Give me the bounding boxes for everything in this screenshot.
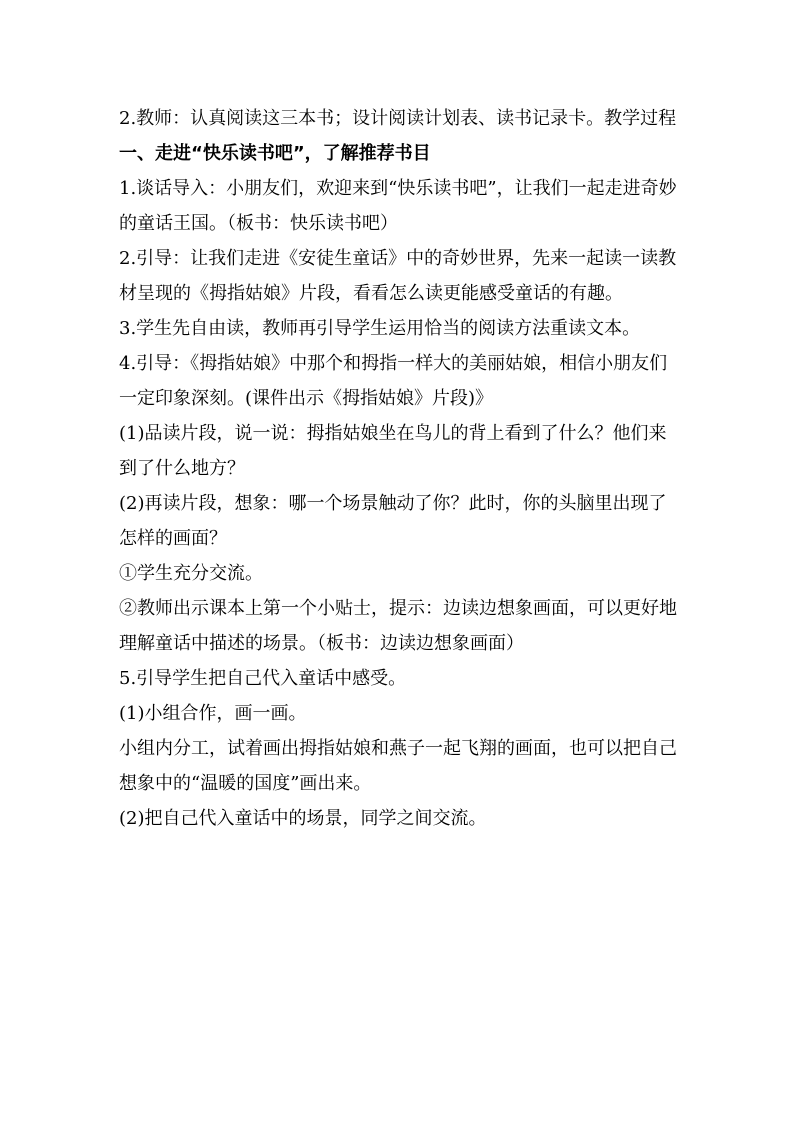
paragraph-step-4-2: (2)再读片段，想象：哪一个场景触动了你？此时，你的头脑里出现了怎样的画面？: [119, 493, 667, 549]
paragraph-teacher-prep: 2.教师：认真阅读这三本书；设计阅读计划表、读书记录卡。教学过程: [119, 108, 677, 129]
document-body: [119, 101, 679, 836]
section-heading-1: 一、走进“快乐读书吧”，了解推荐书目: [119, 143, 431, 164]
paragraph-step-4-2-b: ②教师出示课本上第一个小贴士，提示：边读边想象画面，可以更好地理解童话中描述的场景。（板书：边读边想象画面）: [119, 598, 677, 654]
paragraph-step-5-1-detail: 小组内分工，试着画出拇指姑娘和燕子一起飞翔的画面，也可以把自己想象中的“温暖的国度”画出来。: [119, 738, 677, 794]
paragraph-step-4: 4.引导：《拇指姑娘》中那个和拇指一样大的美丽姑娘，相信小朋友们一定印象深刻。(课件出示《拇指姑娘》片段)》: [119, 353, 668, 409]
paragraph-step-2: 2.引导：让我们走进《安徒生童话》中的奇妙世界，先来一起读一读教材呈现的《拇指姑娘》片段，看看怎么读更能感受童话的有趣。: [119, 248, 677, 304]
paragraph-step-5: 5.引导学生把自己代入童话中感受。: [119, 668, 407, 689]
paragraph-step-1: 1.谈话导入：小朋友们，欢迎来到“快乐读书吧”，让我们一起走进奇妙的童话王国。（板书：快乐读书吧）: [119, 178, 677, 234]
paragraph-step-4-2-a: ①学生充分交流。: [119, 563, 263, 584]
paragraph-step-4-1: (1)品读片段，说一说：拇指姑娘坐在鸟儿的背上看到了什么？他们来到了什么地方？: [119, 423, 667, 479]
paragraph-step-5-2: (2)把自己代入童话中的场景，同学之间交流。: [119, 808, 487, 829]
paragraph-step-3: 3.学生先自由读，教师再引导学生运用恰当的阅读方法重读文本。: [119, 318, 641, 339]
paragraph-step-5-1: (1)小组合作，画一画。: [119, 703, 307, 724]
